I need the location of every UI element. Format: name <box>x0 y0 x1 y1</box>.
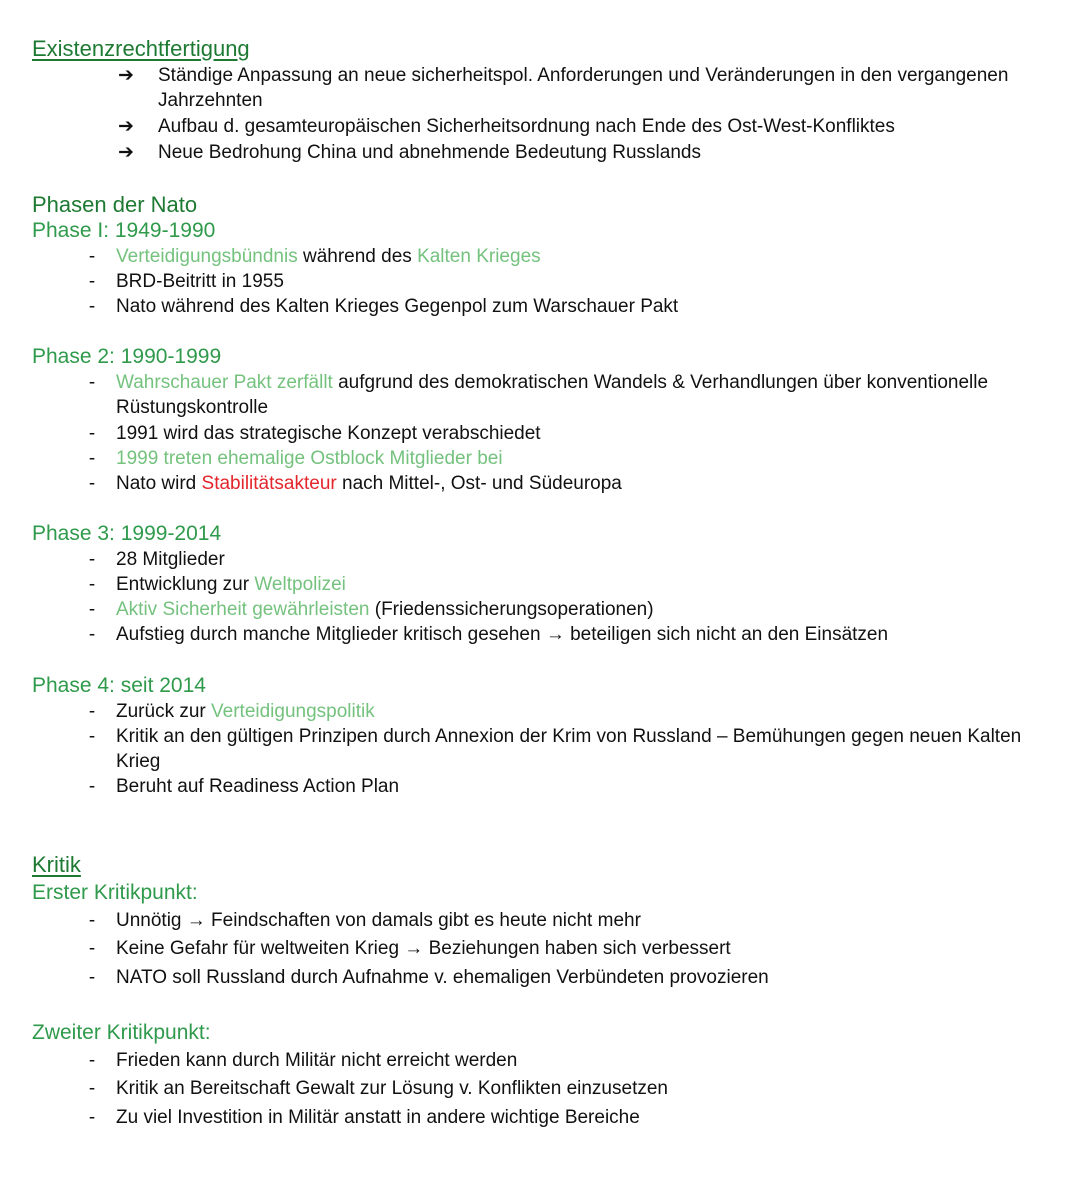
dash-bullet: - <box>88 473 96 494</box>
dash-bullet: - <box>88 296 96 317</box>
dash-bullet: - <box>88 967 96 988</box>
phase1-title: Phase I: 1949-1990 <box>32 219 216 242</box>
arrow-bullet-icon: ➔ <box>118 65 134 86</box>
zweiter-kritikpunkt-title: Zweiter Kritikpunkt: <box>32 1021 211 1044</box>
phase3-item: - Aktiv Sicherheit gewährleisten (Friedenssicherungsoperationen) <box>72 597 1062 622</box>
erster-kritik-item: - NATO soll Russland durch Aufnahme v. ehemaligen Verbündeten provozieren <box>72 965 1062 990</box>
phase1-item: - BRD-Beitritt in 1955 <box>72 269 1062 294</box>
dash-bullet: - <box>88 701 96 722</box>
phase3-title: Phase 3: 1999-2014 <box>32 522 222 545</box>
dash-bullet: - <box>88 271 96 292</box>
dash-bullet: - <box>88 246 96 267</box>
existenz-heading: Existenzrechtfertigung <box>32 36 250 61</box>
phase3-item: - 28 Mitglieder <box>72 547 1062 572</box>
dash-bullet: - <box>88 423 96 444</box>
dash-bullet: - <box>88 776 96 797</box>
zweiter-kritik-item: - Kritik an Bereitschaft Gewalt zur Lösung v. Konflikten einzusetzen <box>72 1076 1062 1101</box>
existenz-item: ➔ Ständige Anpassung an neue sicherheitspol. Anforderungen und Veränderungen in den vergangenen Jahrzehnten <box>112 63 1042 113</box>
dash-bullet: - <box>88 624 96 645</box>
existenz-item: ➔ Aufbau d. gesamteuropäischen Sicherheitsordnung nach Ende des Ost-West-Konfliktes <box>112 114 1042 139</box>
zweiter-kritik-item: - Frieden kann durch Militär nicht erreicht werden <box>72 1048 1062 1073</box>
erster-kritik-item: - Unnötig → Feindschaften von damals gibt es heute nicht mehr <box>72 908 1062 933</box>
dash-bullet: - <box>88 448 96 469</box>
arrow-bullet-icon: ➔ <box>118 116 134 137</box>
phase2-title: Phase 2: 1990-1999 <box>32 345 222 368</box>
phase1-item: - Verteidigungsbündnis während des Kalten Krieges <box>72 244 1062 269</box>
dash-bullet: - <box>88 726 96 747</box>
phase1-item: - Nato während des Kalten Krieges Gegenpol zum Warschauer Pakt <box>72 294 1062 319</box>
phase3-item: - Entwicklung zur Weltpolizei <box>72 572 1062 597</box>
phase2-item: - 1991 wird das strategische Konzept verabschiedet <box>72 421 1062 446</box>
dash-bullet: - <box>88 1078 96 1099</box>
phase4-item: - Kritik an den gültigen Prinzipen durch Annexion der Krim von Russland – Bemühungen gegen neuen Kalten Krieg <box>72 724 1062 774</box>
dash-bullet: - <box>88 574 96 595</box>
phase3-item: - Aufstieg durch manche Mitglieder kritisch gesehen → beteiligen sich nicht an den Einsätzen <box>72 622 1062 647</box>
phase2-item: - 1999 treten ehemalige Ostblock Mitglieder bei <box>72 446 1062 471</box>
phase2-item: - Wahrschauer Pakt zerfällt aufgrund des demokratischen Wandels & Verhandlungen über konventionelle Rüstungskontrolle <box>72 370 1062 420</box>
erster-kritik-item: - Keine Gefahr für weltweiten Krieg → Beziehungen haben sich verbessert <box>72 936 1062 961</box>
dash-bullet: - <box>88 599 96 620</box>
arrow-bullet-icon: ➔ <box>118 142 134 163</box>
dash-bullet: - <box>88 1107 96 1128</box>
dash-bullet: - <box>88 938 96 959</box>
zweiter-kritik-item: - Zu viel Investition in Militär anstatt in andere wichtige Bereiche <box>72 1105 1062 1130</box>
kritik-heading: Kritik <box>32 852 81 877</box>
phase4-item: - Zurück zur Verteidigungspolitik <box>72 699 1062 724</box>
dash-bullet: - <box>88 372 96 393</box>
phase4-title: Phase 4: seit 2014 <box>32 674 206 697</box>
dash-bullet: - <box>88 1050 96 1071</box>
dash-bullet: - <box>88 910 96 931</box>
erster-kritikpunkt-title: Erster Kritikpunkt: <box>32 881 198 904</box>
dash-bullet: - <box>88 549 96 570</box>
phase4-item: - Beruht auf Readiness Action Plan <box>72 774 1062 799</box>
phasen-heading: Phasen der Nato <box>32 192 198 217</box>
phase2-item: - Nato wird Stabilitätsakteur nach Mittel-, Ost- und Südeuropa <box>72 471 1062 496</box>
existenz-item: ➔ Neue Bedrohung China und abnehmende Bedeutung Russlands <box>112 140 1042 165</box>
